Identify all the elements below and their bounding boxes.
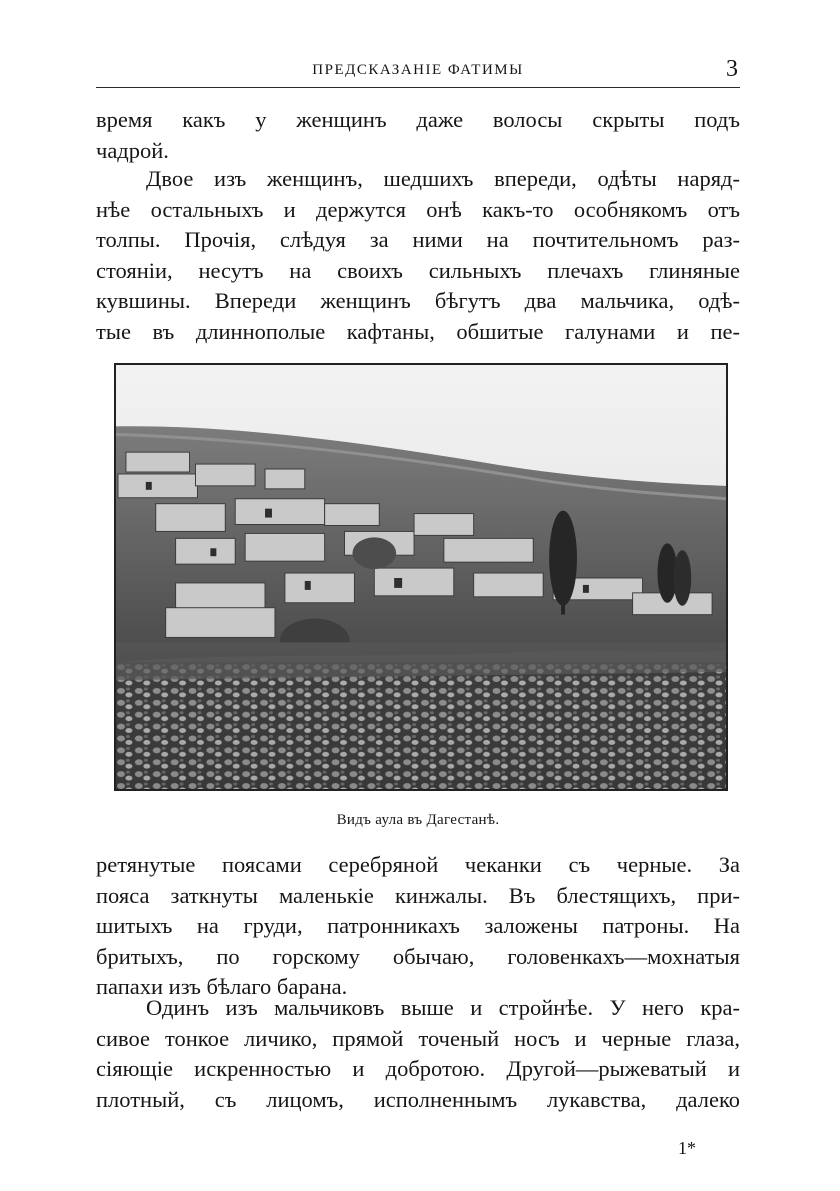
text-line: шитыхъ на груди, патронникахъ заложены патроны. На — [96, 913, 740, 938]
running-head — [96, 56, 740, 88]
village-photo-illustration — [116, 365, 726, 789]
signature-mark: 1* — [678, 1138, 696, 1158]
paragraph-2 — [96, 164, 740, 347]
text-line: бритыхъ, по горскому обычаю, головенкахъ—мохнатыя — [96, 943, 740, 969]
paragraph-4 — [96, 993, 740, 1115]
village-photograph — [114, 363, 728, 791]
text-line: нѣе остальныхъ и держутся онѣ какъ-то особнякомъ отъ — [96, 196, 740, 222]
text-line: время какъ у женщинъ даже волосы скрыты подъ — [96, 107, 740, 132]
text-line: стояніи, несутъ на своихъ сильныхъ плечахъ глиняные — [96, 257, 740, 283]
text-line: чадрой. — [96, 137, 169, 163]
text-line: Одинъ изъ мальчиковъ выше и стройнѣе. У него кра- — [146, 995, 740, 1020]
figure-caption: Видъ аула въ Дагестанѣ. — [336, 812, 500, 828]
text-line: плотный, съ лицомъ, исполненнымъ лукавства, далеко — [96, 1086, 740, 1112]
paragraph-1 — [96, 105, 740, 166]
text-line: кувшины. Впереди женщинъ бѣгутъ два мальчика, одѣ- — [96, 288, 740, 313]
paragraph-3 — [96, 850, 740, 1003]
text-line: сіяющіе искренностью и добротою. Другой—рыжеватый и — [96, 1056, 740, 1081]
text-line: толпы. Прочія, слѣдуя за ними на почтительномъ раз- — [96, 227, 740, 252]
text-line: сивое тонкое личико, прямой точеный носъ и черные глаза, — [96, 1025, 740, 1051]
page-number: 3 — [726, 56, 738, 82]
text-line: Двое изъ женщинъ, шедшихъ впереди, одѣты наряд- — [146, 166, 740, 191]
text-line: папахи изъ бѣлаго барана. — [96, 974, 348, 999]
running-title: ПРЕДСКАЗАНІЕ ФАТИМЫ — [312, 62, 524, 78]
text-line: ретянутые поясами серебряной чеканки съ черные. За — [96, 852, 740, 877]
header-rule — [96, 87, 740, 89]
text-line: тые въ длиннополые кафтаны, обшитые галунами и пе- — [96, 318, 740, 344]
text-line: пояса заткнуты маленькіе кинжалы. Въ блестящихъ, при- — [96, 882, 740, 908]
